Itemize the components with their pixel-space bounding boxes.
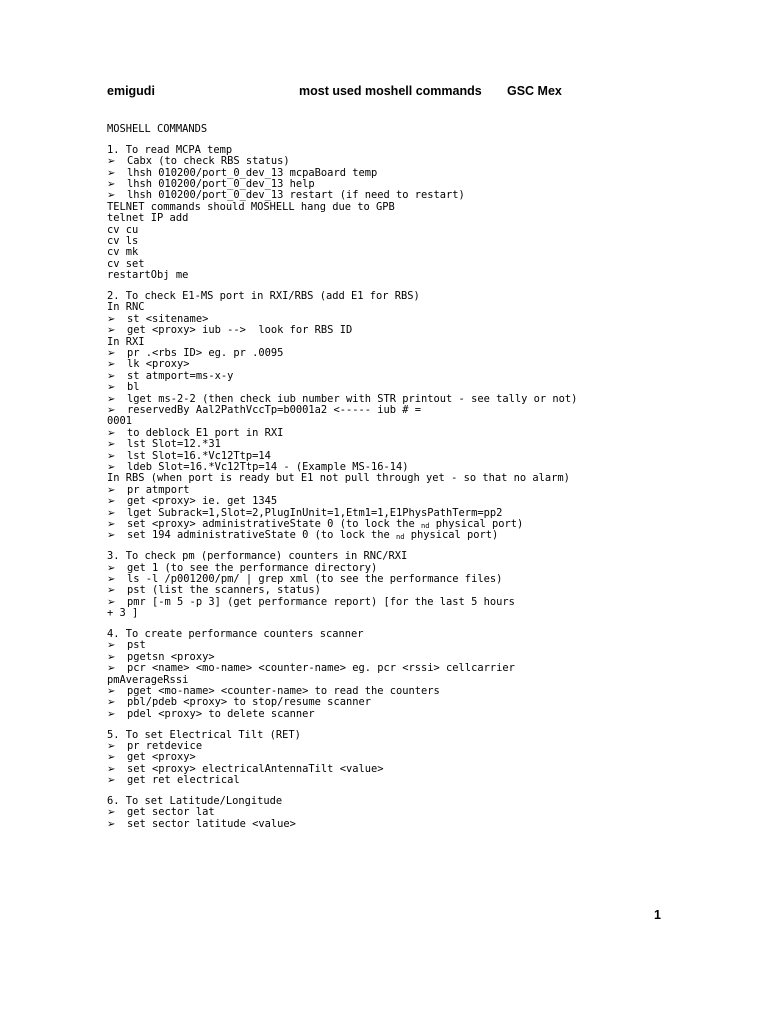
- text-line: [107, 202, 727, 213]
- line-text: ldeb Slot=16.*Vc12Ttp=14 - (Example MS-16-14): [127, 460, 409, 473]
- arrow-bullet-icon: ➢: [107, 562, 116, 574]
- header-title: most used moshell commands: [299, 84, 482, 98]
- arrow-bullet-icon: ➢: [107, 450, 116, 462]
- bullet-line: [107, 775, 727, 786]
- line-text: lst Slot=12.*31: [127, 438, 221, 451]
- arrow-bullet-icon: ➢: [107, 807, 116, 819]
- line-text: In RXI: [107, 335, 145, 348]
- ordinal-suffix: nd: [421, 521, 430, 530]
- line-text: lk <proxy>: [127, 358, 190, 371]
- bullet-line: [107, 709, 727, 720]
- arrow-bullet-icon: ➢: [107, 393, 116, 405]
- arrow-bullet-icon: ➢: [107, 741, 116, 753]
- line-text: lhsh 010200/port_0_dev_13 restart (if need to restart): [127, 189, 465, 202]
- line-text: pmAverageRssi: [107, 673, 189, 686]
- document-body: [107, 124, 727, 830]
- arrow-bullet-icon: ➢: [107, 507, 116, 519]
- arrow-bullet-icon: ➢: [107, 663, 116, 675]
- line-text: 0001: [107, 415, 133, 428]
- line-text: restartObj me: [107, 269, 189, 282]
- line-text: set 194 administrativeState 0 (to lock the: [127, 529, 396, 542]
- line-text: + 3 ]: [107, 607, 139, 620]
- line-text: TELNET commands should MOSHELL hang due to GPB: [107, 200, 395, 213]
- line-text: lst Slot=16.*Vc12Ttp=14: [127, 449, 271, 462]
- line-text: cv mk: [107, 246, 139, 259]
- text-line: [107, 247, 727, 258]
- line-text: ls -l /p001200/pm/ | grep xml (to see the performance files): [127, 572, 503, 585]
- line-text: Cabx (to check RBS status): [127, 155, 290, 168]
- arrow-bullet-icon: ➢: [107, 156, 116, 168]
- arrow-bullet-icon: ➢: [107, 359, 116, 371]
- text-line: [107, 124, 727, 135]
- line-text: pget <mo-name> <counter-name> to read the counters: [127, 684, 440, 697]
- arrow-bullet-icon: ➢: [107, 427, 116, 439]
- arrow-bullet-icon: ➢: [107, 179, 116, 191]
- arrow-bullet-icon: ➢: [107, 484, 116, 496]
- arrow-bullet-icon: ➢: [107, 496, 116, 508]
- text-line: [107, 213, 727, 224]
- line-text: 5. To set Electrical Tilt (RET): [107, 728, 301, 741]
- line-text: get ret electrical: [127, 774, 240, 787]
- line-text: telnet IP add: [107, 212, 189, 225]
- text-line: [107, 225, 727, 236]
- line-text: set <proxy> administrativeState 0 (to lock the: [127, 517, 422, 530]
- text-line: [107, 473, 727, 484]
- line-text: pr retdevice: [127, 740, 203, 753]
- line-text: get <proxy> ie. get 1345: [127, 495, 278, 508]
- line-text: pmr [-m 5 -p 3] (get performance report) [for the last 5 hours: [127, 595, 515, 608]
- arrow-bullet-icon: ➢: [107, 763, 116, 775]
- bullet-line: [107, 348, 727, 359]
- page-number: 1: [654, 908, 661, 922]
- line-text: pbl/pdeb <proxy> to stop/resume scanner: [127, 696, 371, 709]
- arrow-bullet-icon: ➢: [107, 697, 116, 709]
- arrow-bullet-icon: ➢: [107, 439, 116, 451]
- line-text: In RBS (when port is ready but E1 not pull through yet - so that no alarm): [107, 472, 570, 485]
- line-text: get 1 (to see the performance directory): [127, 561, 378, 574]
- arrow-bullet-icon: ➢: [107, 818, 116, 830]
- line-text: set sector latitude <value>: [127, 817, 296, 830]
- arrow-bullet-icon: ➢: [107, 775, 116, 787]
- arrow-bullet-icon: ➢: [107, 573, 116, 585]
- arrow-bullet-icon: ➢: [107, 685, 116, 697]
- line-text: bl: [127, 381, 140, 394]
- line-text: 3. To check pm (performance) counters in RNC/RXI: [107, 550, 408, 563]
- bullet-line: [107, 819, 727, 830]
- arrow-bullet-icon: ➢: [107, 313, 116, 325]
- line-text: In RNC: [107, 301, 145, 314]
- arrow-bullet-icon: ➢: [107, 518, 116, 530]
- arrow-bullet-icon: ➢: [107, 348, 116, 360]
- page-header: [0, 84, 768, 104]
- line-text: pr .<rbs ID> eg. pr .0095: [127, 347, 284, 360]
- text-line: [107, 259, 727, 270]
- bullet-line: [107, 663, 727, 674]
- line-text: get sector lat: [127, 806, 215, 819]
- line-text: lget Subrack=1,Slot=2,PlugInUnit=1,Etm1=1,E1PhysPathTerm=pp2: [127, 506, 503, 519]
- header-author: emigudi: [107, 84, 155, 98]
- line-text: pr atmport: [127, 483, 190, 496]
- line-text: pst (list the scanners, status): [127, 584, 321, 597]
- line-text: st atmport=ms-x-y: [127, 369, 234, 382]
- arrow-bullet-icon: ➢: [107, 651, 116, 663]
- line-text: to deblock E1 port in RXI: [127, 426, 284, 439]
- line-text: st <sitename>: [127, 312, 209, 325]
- arrow-bullet-icon: ➢: [107, 596, 116, 608]
- text-line: [107, 629, 727, 640]
- line-text: cv set: [107, 257, 145, 270]
- arrow-bullet-icon: ➢: [107, 382, 116, 394]
- line-text: reservedBy Aal2PathVccTp=b0001a2 <----- iub # =: [127, 403, 422, 416]
- line-text: cv ls: [107, 235, 139, 248]
- line-text-after: physical port): [404, 529, 499, 542]
- line-text: pcr <name> <mo-name> <counter-name> eg. pcr <rssi> cellcarrier: [127, 662, 515, 675]
- text-line: [107, 291, 727, 302]
- arrow-bullet-icon: ➢: [107, 404, 116, 416]
- arrow-bullet-icon: ➢: [107, 640, 116, 652]
- arrow-bullet-icon: ➢: [107, 167, 116, 179]
- header-org: GSC Mex: [507, 84, 562, 98]
- bullet-line: [107, 597, 727, 608]
- line-text: 2. To check E1-MS port in RXI/RBS (add E1 for RBS): [107, 290, 420, 303]
- bullet-line: [107, 530, 727, 541]
- arrow-bullet-icon: ➢: [107, 325, 116, 337]
- line-text: lhsh 010200/port_0_dev_13 help: [127, 178, 315, 191]
- arrow-bullet-icon: ➢: [107, 461, 116, 473]
- arrow-bullet-icon: ➢: [107, 370, 116, 382]
- arrow-bullet-icon: ➢: [107, 530, 116, 542]
- line-text: 4. To create performance counters scanner: [107, 628, 364, 641]
- arrow-bullet-icon: ➢: [107, 752, 116, 764]
- bullet-line: [107, 741, 727, 752]
- arrow-bullet-icon: ➢: [107, 708, 116, 720]
- arrow-bullet-icon: ➢: [107, 585, 116, 597]
- line-text: lget ms-2-2 (then check iub number with STR printout - see tally or not): [127, 392, 578, 405]
- bullet-line: [107, 405, 727, 416]
- line-text-after: physical port): [429, 517, 524, 530]
- line-text: pst: [127, 639, 146, 652]
- ordinal-suffix: nd: [396, 533, 405, 542]
- text-line: [107, 236, 727, 247]
- line-text: MOSHELL COMMANDS: [107, 123, 208, 135]
- line-text: 1. To read MCPA temp: [107, 143, 233, 156]
- line-text: get <proxy> iub --> look for RBS ID: [127, 324, 353, 337]
- line-text: cv cu: [107, 223, 139, 236]
- text-line: [107, 270, 727, 281]
- bullet-line: [107, 325, 727, 336]
- line-text: lhsh 010200/port_0_dev_13 mcpaBoard temp: [127, 166, 378, 179]
- line-text: set <proxy> electricalAntennaTilt <value>: [127, 762, 384, 775]
- line-text: pgetsn <proxy>: [127, 650, 215, 663]
- arrow-bullet-icon: ➢: [107, 190, 116, 202]
- line-text: pdel <proxy> to delete scanner: [127, 707, 315, 720]
- line-text: 6. To set Latitude/Longitude: [107, 795, 283, 808]
- text-line: [107, 608, 727, 619]
- line-text: get <proxy>: [127, 751, 196, 764]
- bullet-line: [107, 371, 727, 382]
